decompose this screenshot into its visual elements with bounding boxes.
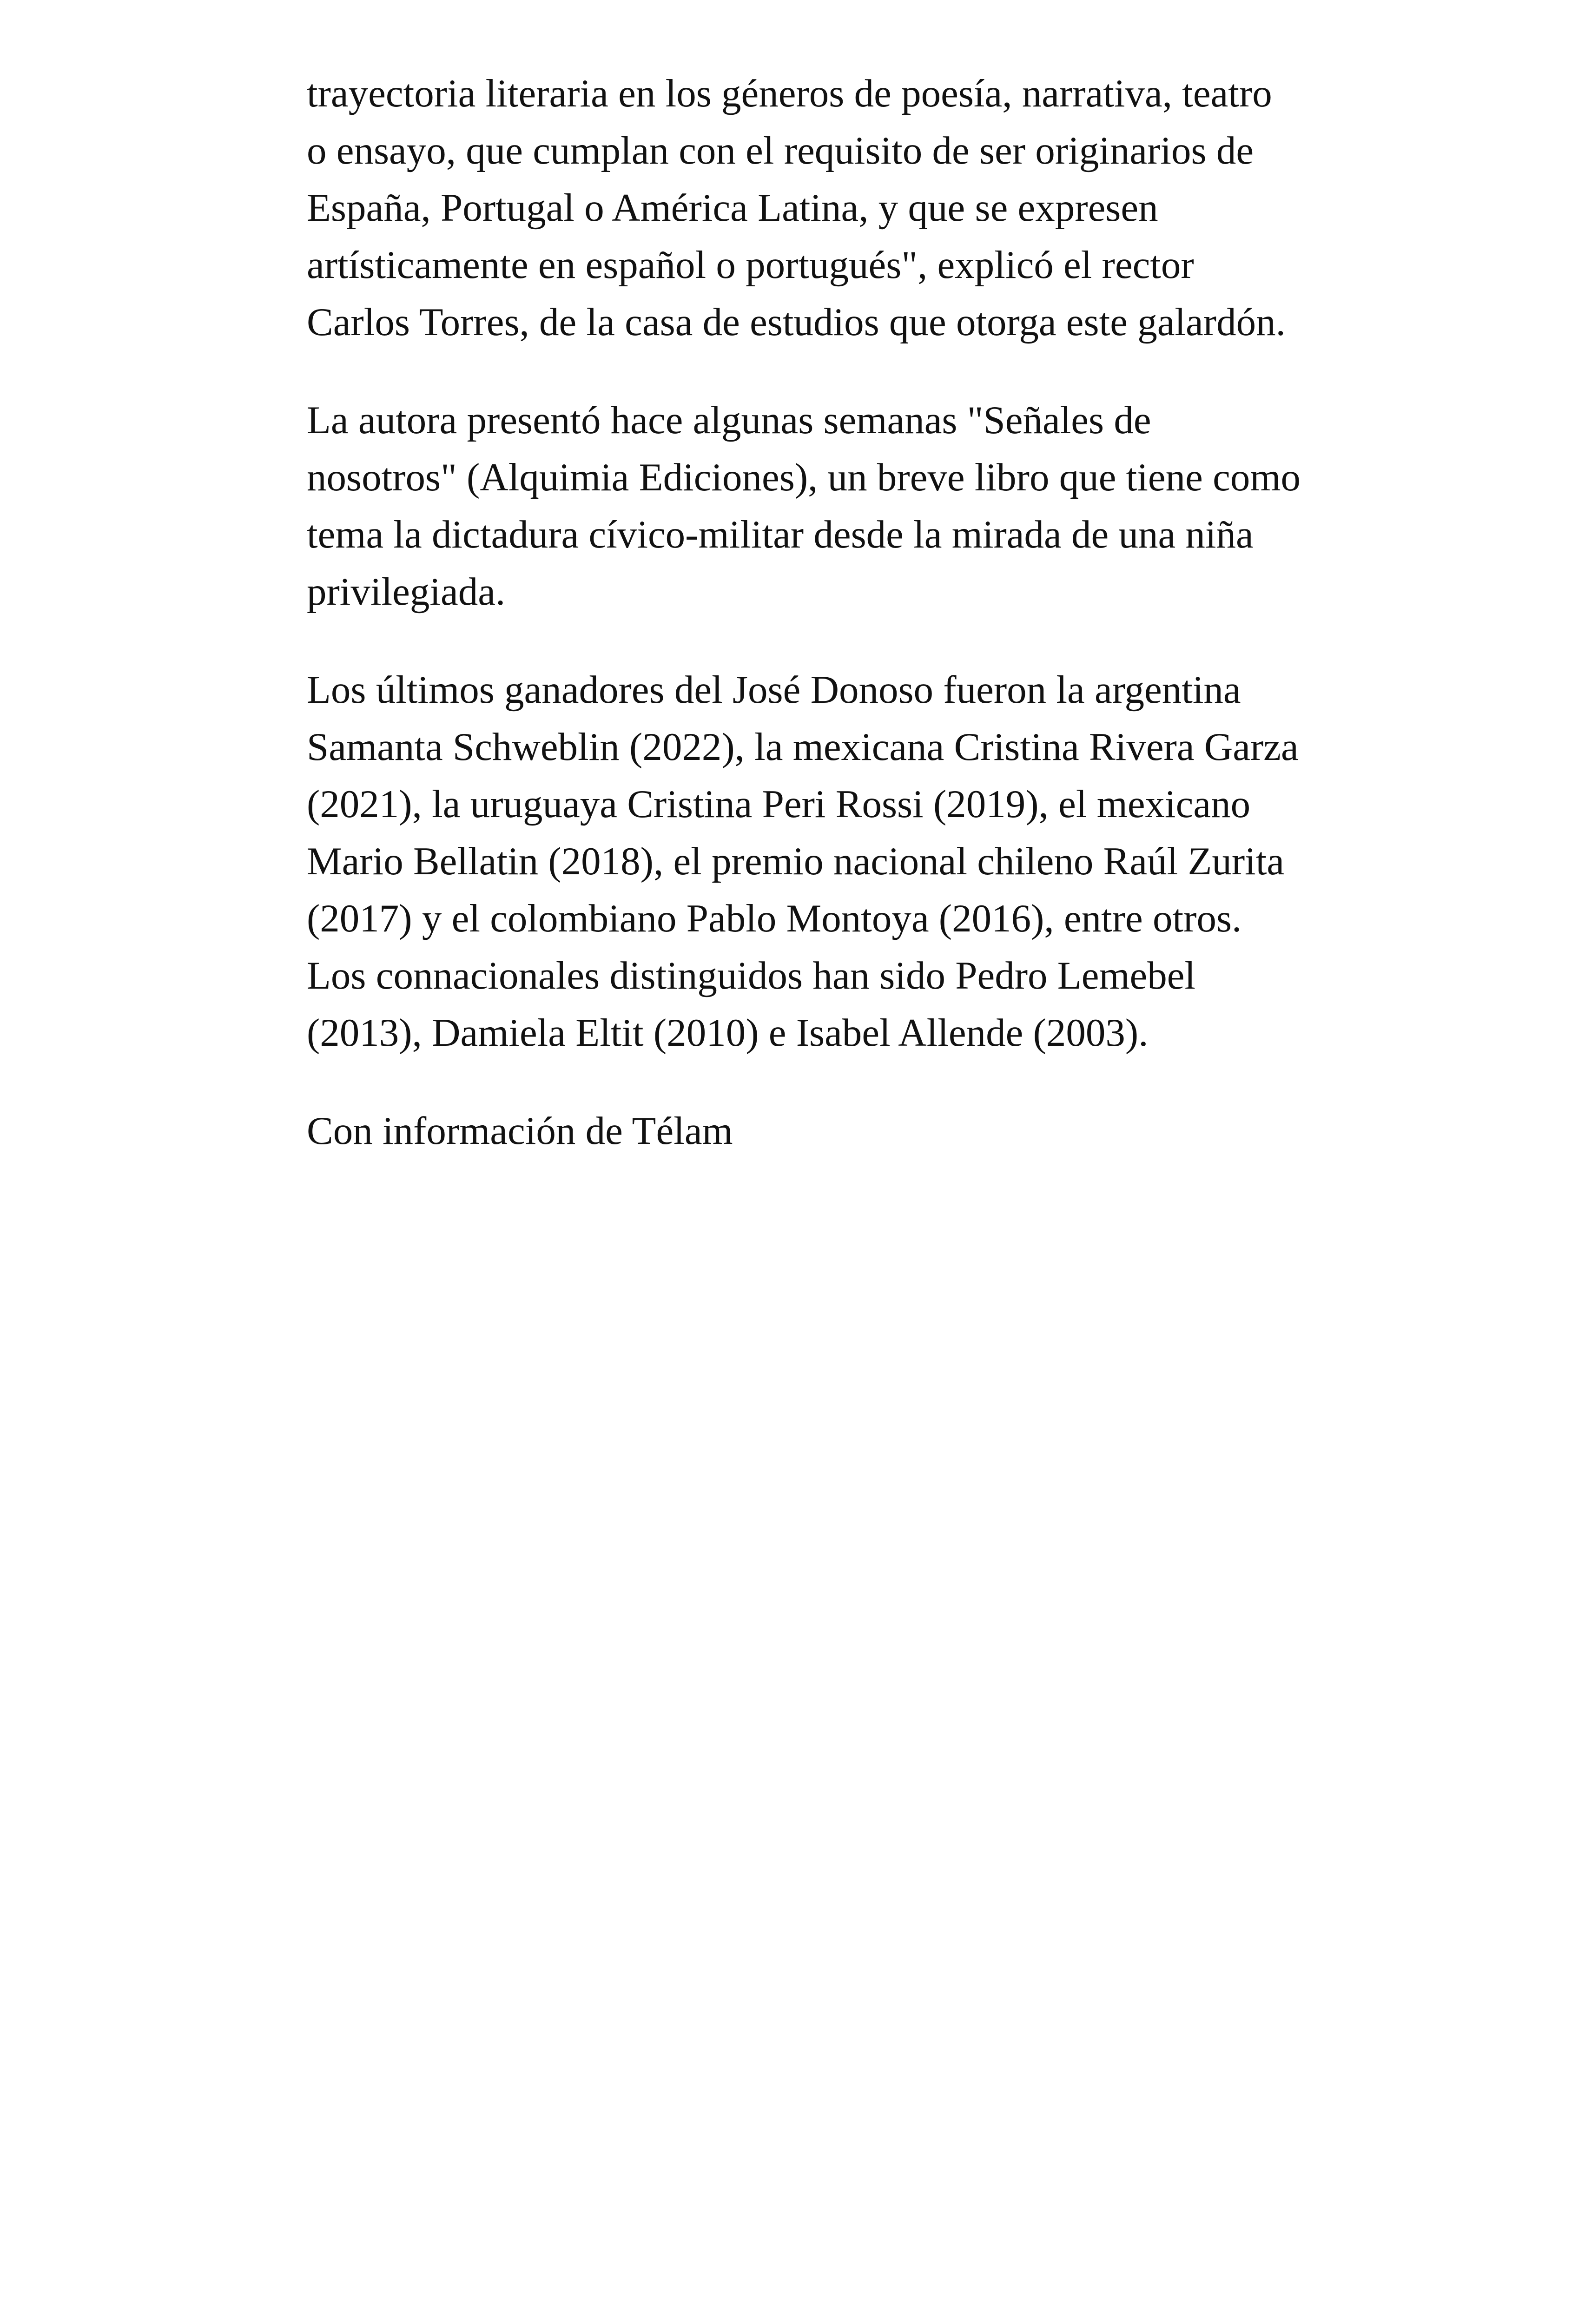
article-paragraph: Los últimos ganadores del José Donoso fueron la argentina Samanta Schweblin (2022), la mexicana Cristina Rivera Garza (2021), la uruguaya Cristina Peri Rossi (2019), el mexicano Mario Bellatin (2018), el premio nacional chileno Raúl Zurita (2017) y el colombiano Pablo Montoya (2016), entre otros. Los connacionales distinguidos han sido Pedro Lemebel (2013), Damiela Eltit (2010) e Isabel Allende (2003). xyxy=(307,668,1299,1055)
article-paragraph: La autora presentó hace algunas semanas "Señales de nosotros" (Alquimia Ediciones), un breve libro que tiene como tema la dictadura cívico-militar desde la mirada de una niña privilegiada. xyxy=(307,398,1301,614)
article-body xyxy=(307,65,1301,1201)
article-paragraph: trayectoria literaria en los géneros de poesía, narrativa, teatro o ensayo, que cumplan con el requisito de ser originarios de España, Portugal o América Latina, y que se expresen artísticamente en español o portugués", explicó el rector Carlos Torres, de la casa de estudios que otorga este galardón. xyxy=(307,72,1286,344)
article-source-credit: Con información de Télam xyxy=(307,1109,733,1153)
